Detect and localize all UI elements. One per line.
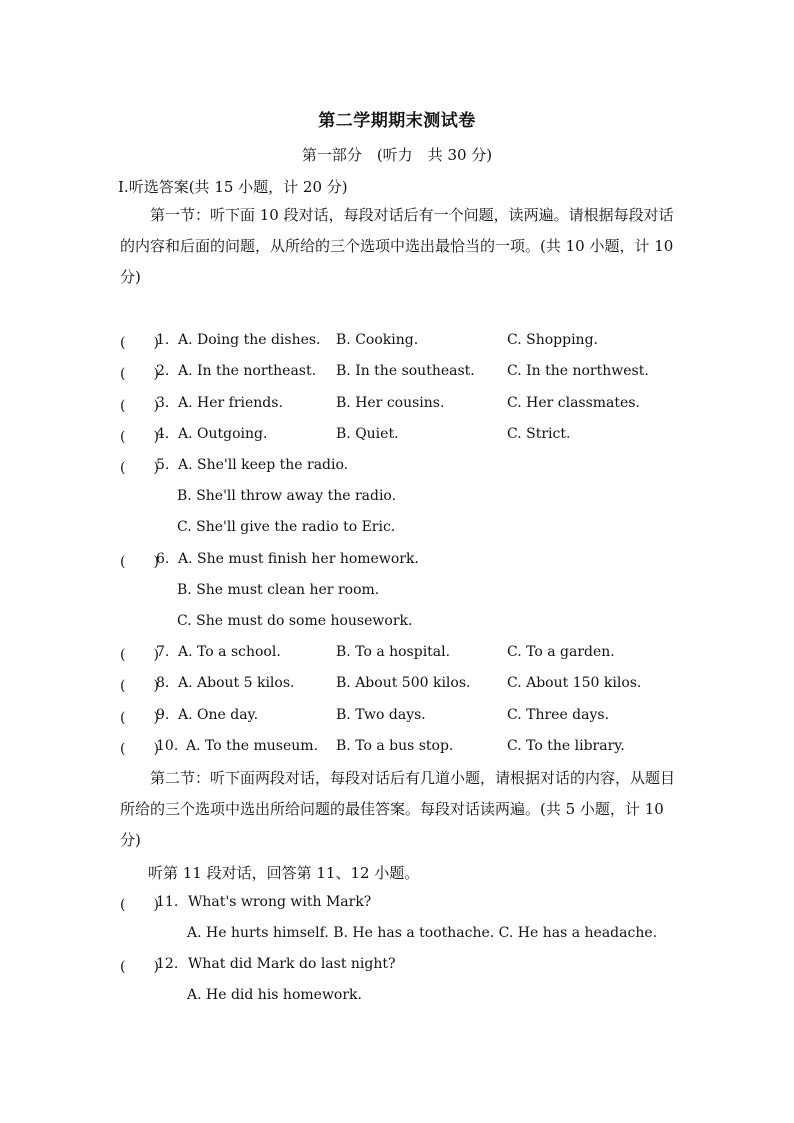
option-b: B. She must clean her room. <box>177 582 380 598</box>
question-options: A. He did his homework. <box>187 987 362 1003</box>
question-stem: What did Mark do last night? <box>188 956 396 972</box>
option-a: A. To a school. <box>178 644 281 660</box>
option-b: B. Quiet. <box>336 426 399 442</box>
part2-instructions: 第二节：听下面两段对话，每段对话后有几道小题，请根据对话的内容，从题目所给的三个选项中选出所给问题的最佳答案。每段对话读两遍。(共 5 小题，计 10 分) <box>120 769 676 849</box>
option-c: C. Her classmates. <box>507 395 640 411</box>
question-number: 5. <box>156 457 170 473</box>
section-heading: Ⅰ.听选答案(共 15 小题，计 20 分) <box>118 178 348 196</box>
question-number: 2. <box>156 363 170 379</box>
part1-instructions: 第一节：听下面 10 段对话，每段对话后有一个问题，读两遍。请根据每段对话的内容和后面的问题，从所给的三个选项中选出最恰当的一项。(共 10 小题，计 10 分) <box>120 206 674 286</box>
answer-blank[interactable]: ( ) <box>120 429 159 445</box>
option-a: A. About 5 kilos. <box>178 675 295 691</box>
answer-blank[interactable]: ( ) <box>120 647 159 663</box>
option-a: A. Outgoing. <box>178 426 268 442</box>
option-c: C. She'll give the radio to Eric. <box>177 519 396 535</box>
option-b: B. Two days. <box>336 707 426 723</box>
answer-blank[interactable]: ( ) <box>120 897 159 913</box>
answer-blank[interactable]: ( ) <box>120 398 159 414</box>
answer-blank[interactable]: ( ) <box>120 366 159 382</box>
question-number: 4. <box>156 426 170 442</box>
question-options: A. He hurts himself. B. He has a toothache. C. He has a headache. <box>187 925 658 941</box>
option-b: B. Her cousins. <box>336 395 445 411</box>
option-a: A. Doing the dishes. <box>178 332 321 348</box>
question-stem: What's wrong with Mark? <box>188 894 372 910</box>
answer-blank[interactable]: ( ) <box>120 678 159 694</box>
question-number: 7. <box>156 644 170 660</box>
option-b: B. In the southeast. <box>336 363 475 379</box>
question-number: 8. <box>156 675 170 691</box>
question-number: 10. <box>156 738 179 754</box>
answer-blank[interactable]: ( ) <box>120 460 159 476</box>
option-b: B. To a bus stop. <box>336 738 454 754</box>
question-number: 1. <box>156 332 170 348</box>
option-a: A. To the museum. <box>186 738 319 754</box>
question-number: 11. <box>156 894 179 910</box>
option-a: A. Her friends. <box>178 395 283 411</box>
option-c: C. About 150 kilos. <box>507 675 642 691</box>
part-subtitle: 第一部分 (听力 共 30 分) <box>301 146 493 164</box>
question-number: 6. <box>156 551 170 567</box>
question-number: 9. <box>156 707 170 723</box>
option-c: C. Strict. <box>507 426 571 442</box>
option-a: A. She must finish her homework. <box>178 551 419 567</box>
option-a: A. She'll keep the radio. <box>178 457 349 473</box>
option-b: B. Cooking. <box>336 332 419 348</box>
option-c: C. To the library. <box>507 738 625 754</box>
answer-blank[interactable]: ( ) <box>120 710 159 726</box>
option-c: C. In the northwest. <box>507 363 649 379</box>
dialog-intro: 听第 11 段对话，回答第 11、12 小题。 <box>148 864 420 882</box>
option-a: A. One day. <box>178 707 259 723</box>
option-b: B. She'll throw away the radio. <box>177 488 397 504</box>
page-title: 第二学期期末测试卷 <box>318 111 476 131</box>
answer-blank[interactable]: ( ) <box>120 335 159 351</box>
answer-blank[interactable]: ( ) <box>120 741 159 757</box>
option-c: C. To a garden. <box>507 644 615 660</box>
question-number: 12. <box>156 956 179 972</box>
option-a: A. In the northeast. <box>178 363 317 379</box>
question-number: 3. <box>156 395 170 411</box>
answer-blank[interactable]: ( ) <box>120 959 159 975</box>
option-c: C. She must do some housework. <box>177 613 413 629</box>
option-b: B. To a hospital. <box>336 644 451 660</box>
answer-blank[interactable]: ( ) <box>120 554 159 570</box>
option-b: B. About 500 kilos. <box>336 675 471 691</box>
option-c: C. Three days. <box>507 707 610 723</box>
option-c: C. Shopping. <box>507 332 598 348</box>
